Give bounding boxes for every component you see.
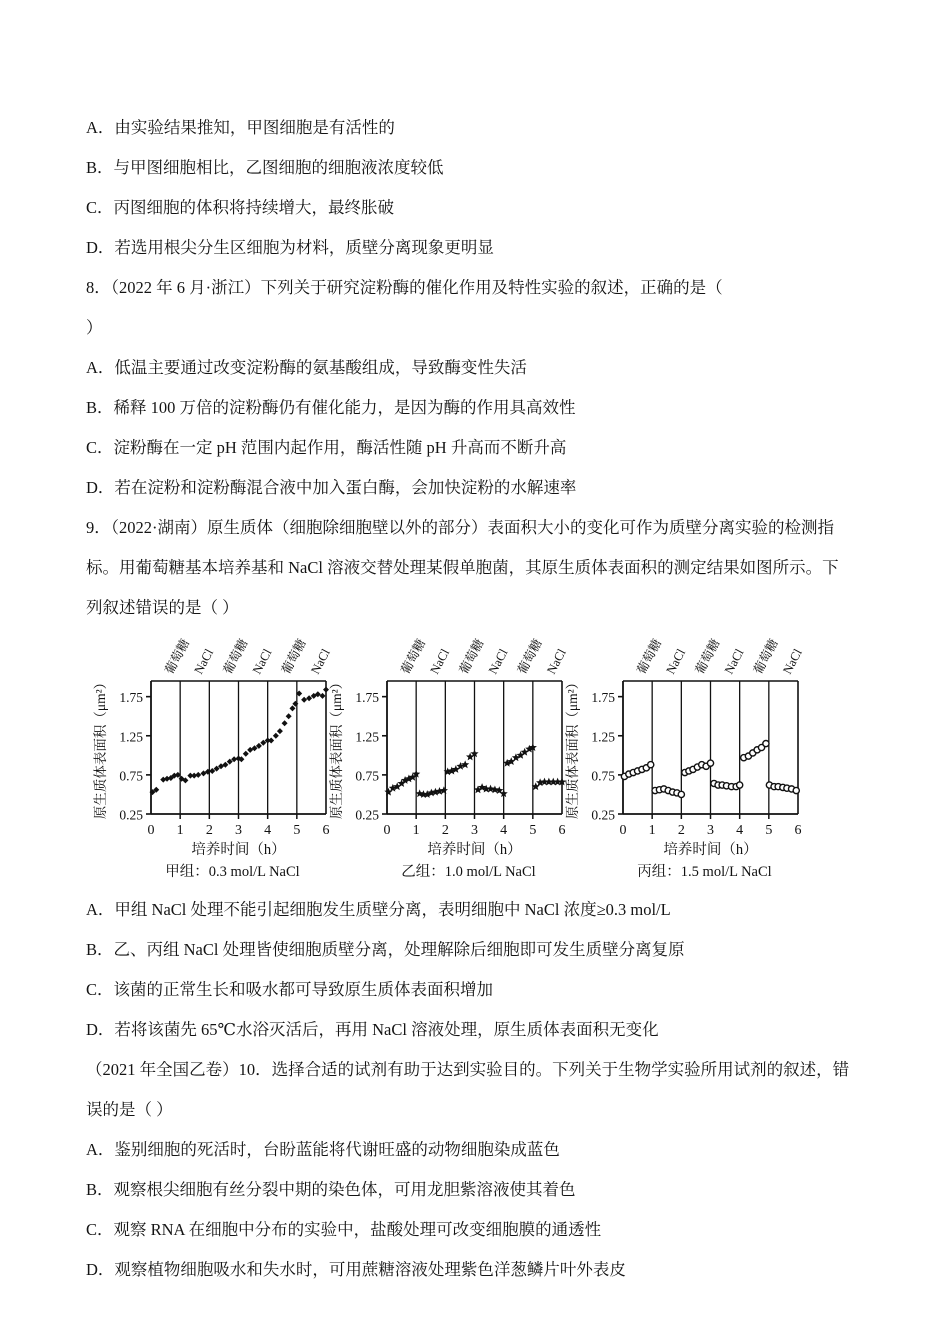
y-tick-label: 0.75 [355,768,379,784]
data-point [289,705,295,711]
y-tick-label: 0.25 [355,807,379,823]
treatment-label-0: 葡萄糖 [634,636,665,677]
y-tick-label: 1.75 [355,690,379,706]
data-point [707,760,713,766]
x-tick-label: 6 [322,823,330,838]
treatment-label-5: NaCl [308,646,333,677]
q7-option-b: B．与甲图细胞相比，乙图细胞的细胞液浓度较低 [86,158,444,177]
q9-option-c: C．该菌的正常生长和吸水都可导致原生质体表面积增加 [86,980,494,999]
treatment-label-0: 葡萄糖 [162,636,193,677]
data-point [273,733,279,739]
treatment-label-2: 葡萄糖 [692,636,723,677]
x-tick-label: 1 [648,823,656,838]
x-tick-label: 3 [235,823,242,838]
treatment-label-1: NaCl [427,646,453,677]
data-series [149,687,329,795]
treatment-label-1: NaCl [663,646,689,677]
treatment-label-3: NaCl [249,646,275,677]
data-series [384,743,566,798]
q10-option-a: A．鉴别细胞的死活时，台盼蓝能将代谢旺盛的动物细胞染成蓝色 [86,1140,560,1159]
q10-option-d: D．观察植物细胞吸水和失水时，可用蔗糖溶液处理紫色洋葱鳞片叶外表皮 [86,1260,626,1279]
y-tick-label: 1.25 [591,729,615,745]
y-tick-label: 1.25 [355,729,379,745]
data-point [678,791,684,797]
y-tick-label: 0.25 [119,807,143,823]
y-axis-title: 原生质体表面积（μm²） [565,675,580,820]
chart-caption: 乙组：1.0 mol/L NaCl [401,864,536,880]
q7-option-c: C．丙图细胞的体积将持续增大，最终胀破 [86,198,395,217]
y-axis-title: 原生质体表面积（μm²） [93,675,108,820]
treatment-label-1: NaCl [191,646,217,677]
x-axis-title: 培养时间（h） [663,842,758,858]
q7-option-a: A．由实验结果推知，甲图细胞是有活性的 [86,118,395,137]
x-tick-label: 2 [677,823,685,838]
q9-option-a: A．甲组 NaCl 处理不能引起细胞发生质壁分离，表明细胞中 NaCl 浓度≥0.3 mol/L [86,900,671,919]
x-tick-label: 1 [412,823,420,838]
chart-caption: 甲组：0.3 mol/L NaCl [165,864,300,880]
q10-stem-line-1: （2021 年全国乙卷）10．选择合适的试剂有助于达到实验目的。下列关于生物学实验所用试剂的叙述，错 [86,1060,850,1079]
x-tick-label: 5 [765,823,773,838]
page-content [86,108,876,1290]
data-point [243,751,249,757]
q7-option-d: D．若选用根尖分生区细胞为材料，质壁分离现象更明显 [86,238,494,257]
x-tick-label: 4 [264,823,272,838]
treatment-label-2: 葡萄糖 [456,636,487,677]
y-tick-label: 1.25 [119,729,143,745]
treatment-label-5: NaCl [780,646,805,677]
data-point [737,782,743,788]
y-tick-label: 0.75 [119,768,143,784]
q9-stem-line-1: 9．（2022·湖南）原生质体（细胞除细胞壁以外的部分）表面积大小的变化可作为质壁分离实验的检测指 [86,518,834,537]
data-point [195,772,201,778]
treatment-label-0: 葡萄糖 [398,636,429,677]
x-tick-label: 4 [736,823,744,838]
x-tick-label: 3 [471,823,478,838]
chart-caption: 丙组：1.5 mol/L NaCl [637,864,772,880]
chart-group-bing [560,636,806,888]
q8-stem-line-2: ） [86,318,103,337]
y-tick-label: 1.75 [591,690,615,706]
x-axis-title: 培养时间（h） [427,842,522,858]
q8-option-d: D．若在淀粉和淀粉酶混合液中加入蛋白酶，会加快淀粉的水解速率 [86,478,577,497]
q8-option-c: C．淀粉酶在一定 pH 范围内起作用，酶活性随 pH 升高而不断升高 [86,438,567,457]
data-point [793,787,799,793]
x-tick-label: 4 [500,823,508,838]
x-tick-label: 0 [383,823,391,838]
q10-option-c: C．观察 RNA 在细胞中分布的实验中，盐酸处理可改变细胞膜的通透性 [86,1220,602,1239]
x-tick-label: 5 [293,823,301,838]
chart-svg [88,636,334,888]
y-tick-label: 1.75 [119,690,143,706]
x-tick-label: 0 [147,823,155,838]
data-point [268,737,274,743]
q8-stem-line-1: 8．（2022 年 6 月·浙江）下列关于研究淀粉酶的催化作用及特性实验的叙述，正确的是（ [86,278,723,297]
data-point [301,697,307,703]
q9-stem-line-2: 标。用葡萄糖基本培养基和 NaCl 溶液交替处理某假单胞菌，其原生质体表面积的测定结果如图所示。下 [86,558,839,577]
x-axis-title: 培养时间（h） [191,842,286,858]
y-tick-label: 0.25 [591,807,615,823]
treatment-label-5: NaCl [544,646,569,677]
treatment-label-2: 葡萄糖 [220,636,251,677]
x-tick-label: 3 [707,823,714,838]
chart-svg [324,636,570,888]
data-point [648,762,654,768]
x-tick-label: 2 [441,823,449,838]
data-point [282,720,288,726]
q8-option-a: A．低温主要通过改变淀粉酶的氨基酸组成，导致酶变性失活 [86,358,527,377]
q9-option-b: B．乙、丙组 NaCl 处理皆使细胞质壁分离，处理解除后细胞即可发生质壁分离复原 [86,940,685,959]
chart-group-jia [88,636,334,888]
chart-group-yi [324,636,570,888]
treatment-label-4: 葡萄糖 [278,636,309,677]
q8-option-b: B．稀释 100 万倍的淀粉酶仍有催化能力，是因为酶的作用具高效性 [86,398,576,417]
data-point [277,728,283,734]
q9-stem-line-3: 列叙述错误的是（ ） [86,598,239,617]
x-tick-label: 0 [619,823,627,838]
x-tick-label: 2 [205,823,213,838]
q10-stem-line-2: 误的是（ ） [86,1100,173,1119]
y-axis-title: 原生质体表面积（μm²） [329,675,344,820]
q9-option-d: D．若将该菌先 65℃水浴灭活后，再用 NaCl 溶液处理，原生质体表面积无变化 [86,1020,659,1039]
q9-figure [86,636,876,888]
x-tick-label: 6 [794,823,802,838]
treatment-label-3: NaCl [485,646,511,677]
data-point [286,713,292,719]
treatment-label-4: 葡萄糖 [514,636,545,677]
x-tick-label: 5 [529,823,537,838]
chart-svg [560,636,806,888]
treatment-label-3: NaCl [721,646,747,677]
q10-option-b: B．观察根尖细胞有丝分裂中期的染色体，可用龙胆紫溶液使其着色 [86,1180,576,1199]
x-tick-label: 1 [176,823,184,838]
y-tick-label: 0.75 [591,768,615,784]
x-tick-label: 6 [558,823,566,838]
treatment-label-4: 葡萄糖 [750,636,781,677]
data-point [763,740,769,746]
